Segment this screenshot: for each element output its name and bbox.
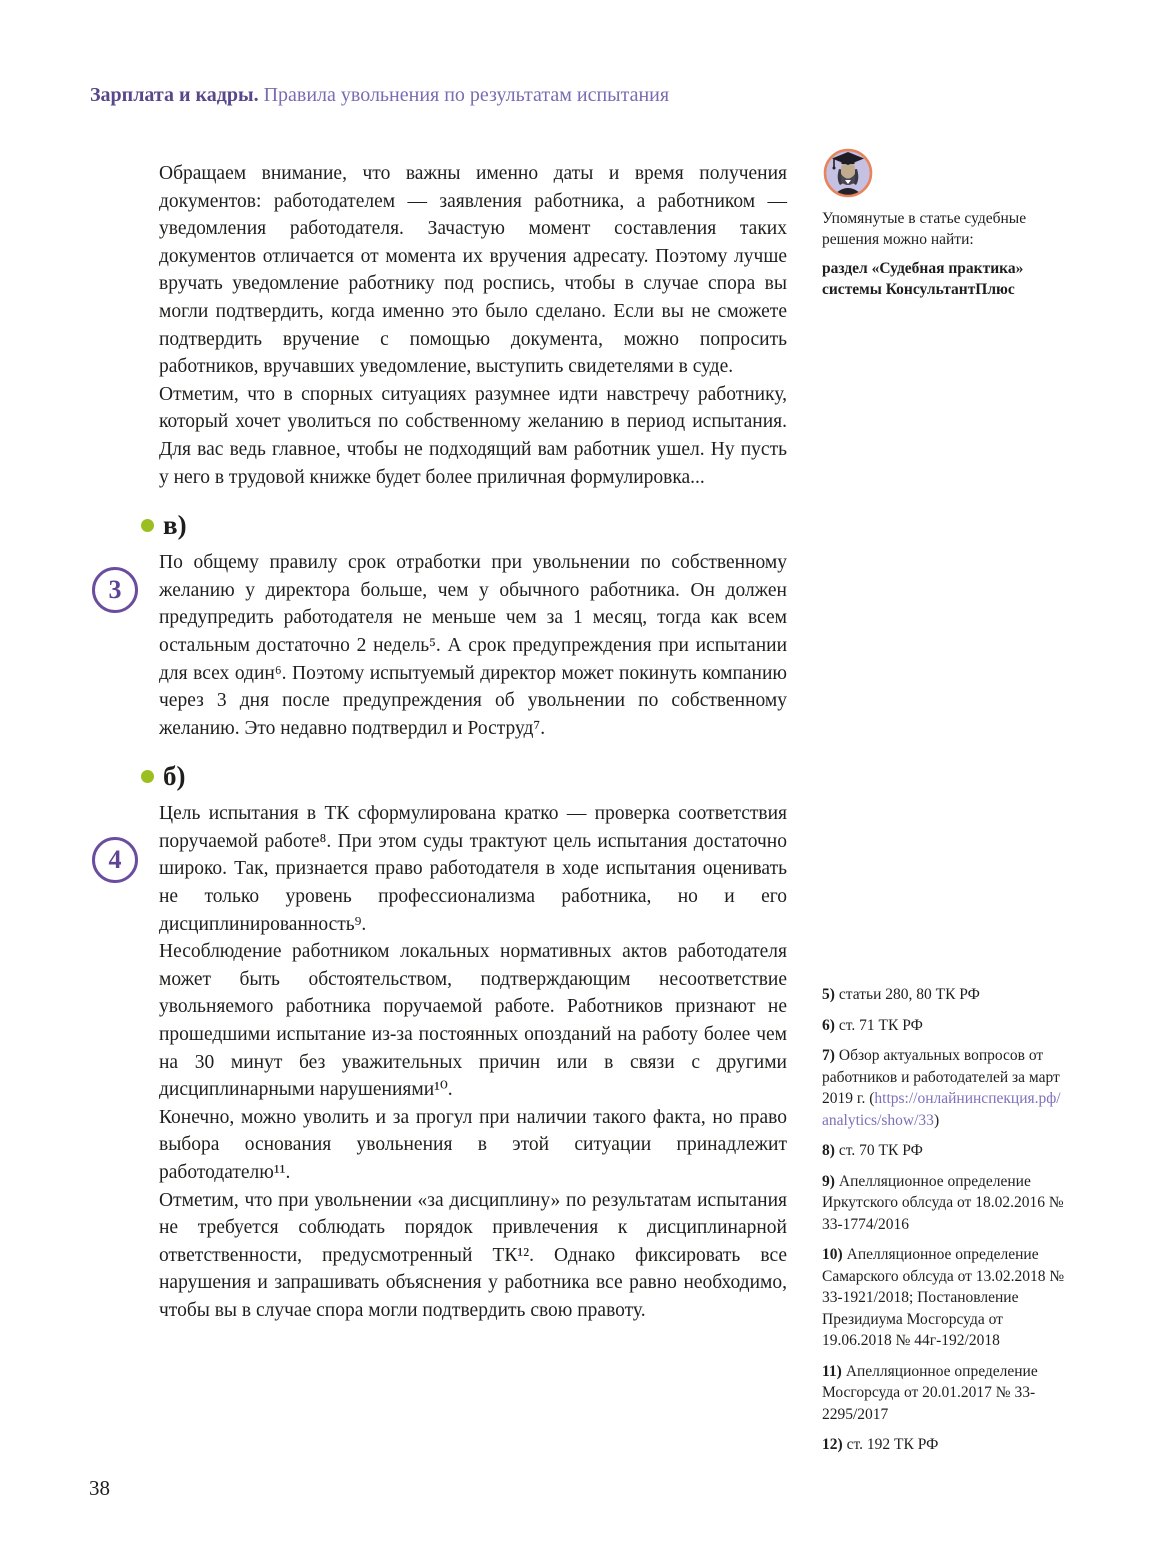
body-paragraph: Обращаем внимание, что важны именно даты и время получения документов: работодателем — заявления работника, а работником — уведомления работодателя. Зачастую момент составления таких документов отличается от момента их вручения адресату. Поэтому лучше вручать уведомление работнику под роспись, чтобы в случае спора вы могли подтвердить, когда именно это было сделано. Если вы не сможете подтвердить вручение с помощью документа, можно попросить работников, вручавших уведомление, выступить свидетелями в суде. bbox=[159, 163, 787, 378]
footnote-text: статьи 280, 80 ТК РФ bbox=[838, 986, 980, 1003]
footnote-number: 8) bbox=[822, 1142, 835, 1159]
footnotes-list bbox=[822, 984, 1067, 1465]
page-header bbox=[90, 84, 669, 107]
bullet-icon bbox=[141, 770, 154, 783]
magazine-title: Зарплата и кадры. bbox=[90, 84, 259, 106]
body-paragraph: Отметим, что в спорных ситуациях разумнее идти навстречу работнику, который хочет уволиться по собственному желанию в период испытания. Для вас ведь главное, чтобы не подходящий вам работник ушел. Ну пусть у него в трудовой книжке будет более приличная формулировка... bbox=[159, 383, 787, 488]
bullet-icon bbox=[141, 519, 154, 532]
footnote-9 bbox=[822, 1171, 1067, 1236]
footnote-text: Апелляционное определение Самарского облсуда от 13.02.2018 № 33-1921/2018; Постановление Президиума Мосгорсуда от 19.06.2018 № 44г-192/2018 bbox=[822, 1246, 1065, 1349]
footnote-text: ст. 70 ТК РФ bbox=[838, 1142, 923, 1159]
footnote-link[interactable]: https://онлайнинспекция.рф/analytics/show/33 bbox=[822, 1090, 1061, 1129]
footnote-7 bbox=[822, 1045, 1067, 1131]
footnote-8 bbox=[822, 1140, 1067, 1162]
footnote-text: Апелляционное определение Иркутского облсуда от 18.02.2016 № 33-1774/2016 bbox=[822, 1172, 1064, 1233]
footnote-number: 12) bbox=[822, 1436, 843, 1453]
sidebar-note-block bbox=[822, 147, 1065, 300]
footnote-number: 7) bbox=[822, 1047, 835, 1064]
footnote-text: ст. 192 ТК РФ bbox=[846, 1436, 939, 1453]
body-paragraph: Отметим, что при увольнении «за дисциплину» по результатам испытания не требуется соблюдать порядок привлечения к дисциплинарной ответственности, предусмотренный ТК¹². Однако фиксировать все нарушения и запрашивать объяснения у работника все равно необходимо, чтобы вы в случае спора могли подтвердить свою правоту. bbox=[159, 1189, 787, 1321]
footnote-5 bbox=[822, 984, 1067, 1006]
footnote-number: 11) bbox=[822, 1362, 842, 1380]
section-number: 3 bbox=[108, 575, 122, 604]
footnote-number: 10) bbox=[822, 1246, 843, 1263]
sidebar-note: Упомянутые в статье судебные решения можно найти: bbox=[822, 210, 1027, 248]
footnote-text: ) bbox=[933, 1111, 940, 1129]
section-letter: в) bbox=[163, 509, 187, 540]
footnote-number: 9) bbox=[822, 1172, 835, 1190]
page-number: 38 bbox=[89, 1476, 110, 1500]
footnote-text: Апелляционное определение Мосгорсуда от 20.01.2017 № 33-2295/2017 bbox=[822, 1362, 1038, 1423]
footnote-6 bbox=[822, 1015, 1067, 1037]
section-number-badge-3 bbox=[92, 567, 138, 613]
footnote-11 bbox=[822, 1361, 1067, 1426]
body-paragraph: Несоблюдение работником локальных нормативных актов работодателя может быть обстоятельством, подтверждающим несоответствие увольняемого работника поручаемой работе. Работников признают не прошедшими испытание из-за постоянных опозданий на работу более чем на 30 минут без уважительных причин или в связи с другими дисциплинарными нарушениями¹⁰. bbox=[159, 941, 787, 1101]
section-number: 4 bbox=[108, 845, 122, 874]
footnote-12 bbox=[822, 1434, 1067, 1456]
footnote-10 bbox=[822, 1244, 1067, 1352]
footnote-text: ст. 71 ТК РФ bbox=[838, 1016, 923, 1034]
body-paragraph: Цель испытания в ТК сформулирована кратко — проверка соответствия поручаемой работе⁸. При этом суды трактуют цель испытания достаточно широко. Так, признается право работодателя в ходе испытания оценивать не только уровень профессионализма работника, но и его дисциплинированность⁹. bbox=[159, 803, 787, 935]
footnote-number: 5) bbox=[822, 986, 835, 1003]
article-title: Правила увольнения по результатам испытания bbox=[258, 84, 670, 106]
section-heading-b bbox=[141, 757, 787, 795]
footnote-text: Обзор актуальных вопросов от работников и работодателей за март 2019 г. ( bbox=[822, 1047, 1060, 1107]
body-paragraph: Конечно, можно уволить и за прогул при наличии такого факта, но право выбора основания увольнения в этой ситуации принадлежит работодателю¹¹. bbox=[159, 1106, 787, 1183]
section-letter: б) bbox=[163, 760, 186, 791]
body-paragraph: По общему правилу срок отработки при увольнении по собственному желанию у директора больше, чем у обычного работника. Он должен предупредить работодателя не меньше чем за 1 месяц, тогда как всем остальным достаточно 2 недель⁵. А срок предупреждения при испытании для всех один⁶. Поэтому испытуемый директор может покинуть компанию через 3 дня после предупреждения об увольнении по собственному желанию. Это недавно подтвердил и Роструд⁷. bbox=[159, 552, 787, 739]
sidebar-note-bold: раздел «Судебная практика» системы КонсультантПлюс bbox=[822, 260, 1024, 298]
article-body bbox=[159, 160, 787, 1325]
footnote-number: 6) bbox=[822, 1016, 835, 1034]
section-number-badge-4 bbox=[92, 837, 138, 883]
section-heading-v bbox=[141, 506, 787, 544]
judge-icon bbox=[822, 147, 874, 199]
